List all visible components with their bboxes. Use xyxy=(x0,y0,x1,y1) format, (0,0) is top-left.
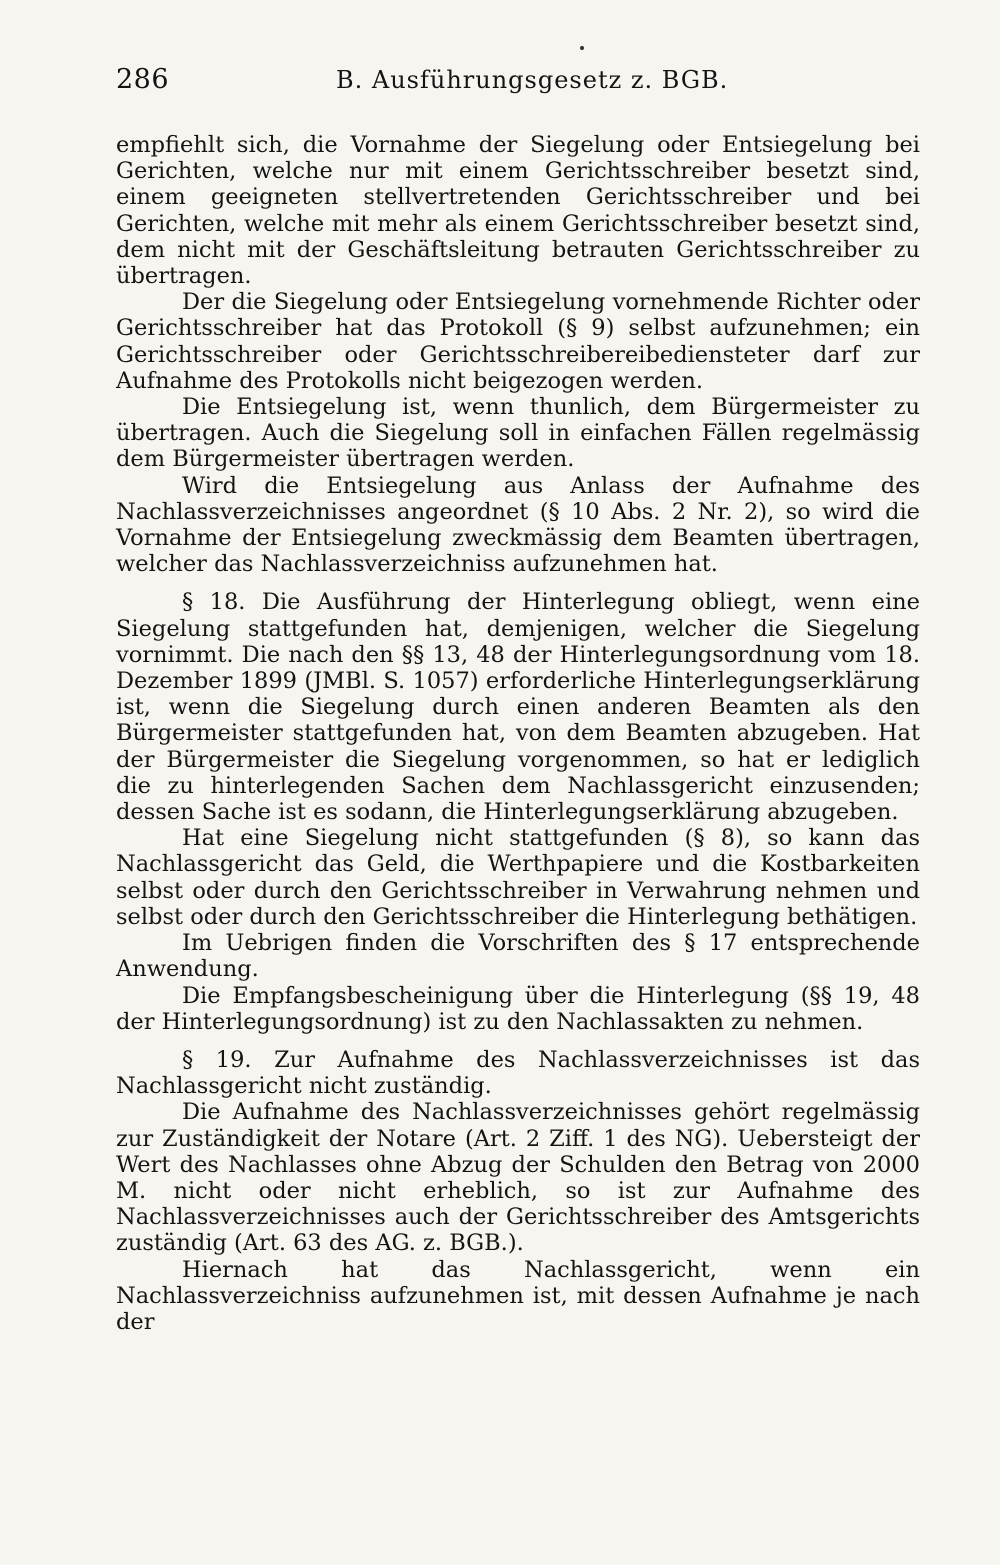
paragraph-no-siegelung: Hat eine Siegelung nicht stattgefunden (§ 8), so kann das Nachlassgericht das Geld, die Werthpapiere und die Kostbarkeiten selbst oder durch den Gerichtsschreiber in Verwahrung nehmen und selbst oder durch den Gerichtsschreiber die Hinterlegung bethätigen. xyxy=(116,825,920,930)
paragraph-nachlassverzeichnis: Wird die Entsiegelung aus Anlass der Aufnahme des Nachlassverzeichnisses angeordnet (§ 10 Abs. 2 Nr. 2), so wird die Vornahme der Entsiegelung zweckmässig dem Beamten übertragen, welcher das Nachlassverzeichniss aufzunehmen hat. xyxy=(116,472,920,578)
paragraph-hiernach: Hiernach hat das Nachlassgericht, wenn ein Nachlassverzeichniss aufzunehmen ist, mit dessen Aufnahme je nach der xyxy=(116,1256,920,1335)
paragraph-empfangsbescheinigung: Die Empfangsbescheinigung über die Hinterlegung (§§ 19, 48 der Hinterlegungsordnung) ist zu den Nachlassakten zu nehmen. xyxy=(116,982,920,1035)
paragraph-continuation: empfiehlt sich, die Vornahme der Siegelung oder Entsiegelung bei Gerichten, welche nur mit einem Gerichtsschreiber besetzt sind, einem geeigneten stellvertretenden Gerichtsschreiber und bei Gerichten, welche mit mehr als einem Gerichtsschreiber besetzt sind, dem nicht mit der Geschäftsleitung betrauten Gerichtsschreiber zu übertragen. xyxy=(116,132,920,290)
page-header xyxy=(116,64,920,100)
section-19: § 19. Zur Aufnahme des Nachlassverzeichnisses ist das Nachlassgericht nicht zuständig. xyxy=(116,1046,920,1100)
paragraph-protocol: Der die Siegelung oder Entsiegelung vornehmende Richter oder Gerichtsschreiber hat das Protokoll (§ 9) selbst aufzunehmen; ein Gerichtsschreiber oder Gerichtsschreibereibediensteter darf zur Aufnahme des Protokolls nicht beigezogen werden. xyxy=(116,289,920,394)
section-18: § 18. Die Ausführung der Hinterlegung obliegt, wenn eine Siegelung stattgefunden hat, demjenigen, welcher die Siegelung vornimmt. Die nach den §§ 13, 48 der Hinterlegungsordnung vom 18. Dezember 1899 (JMBl. S. 1057) erforderliche Hinterlegungserklärung ist, wenn die Siegelung durch einen anderen Beamten als den Bürgermeister stattgefunden hat, von dem Beamten abzugeben. Hat der Bürgermeister die Siegelung vorgenommen, so hat er lediglich die zu hinterlegenden Sachen dem Nachlassgericht einzusenden; dessen Sache ist es sodann, die Hinterlegungserklärung abzugeben. xyxy=(116,589,920,826)
page-number: 286 xyxy=(116,64,170,95)
paragraph-entsiegelung: Die Entsiegelung ist, wenn thunlich, dem Bürgermeister zu übertragen. Auch die Siegelung soll in einfachen Fällen regelmässig dem Bürgermeister übertragen werden. xyxy=(116,394,920,473)
running-head: B. Ausführungsgesetz z. BGB. xyxy=(336,66,729,94)
paragraph-uebrigen: Im Uebrigen finden die Vorschriften des § 17 entsprechende Anwendung. xyxy=(116,930,920,983)
print-speck xyxy=(580,46,584,50)
body-text xyxy=(116,132,920,1335)
paragraph-aufnahme: Die Aufnahme des Nachlassverzeichnisses gehört regelmässig zur Zuständigkeit der Notare (Art. 2 Ziff. 1 des NG). Uebersteigt der Wert des Nachlasses ohne Abzug der Schulden den Betrag von 2000 M. nicht oder nicht erheblich, so ist zur Aufnahme des Nachlassverzeichnisses auch der Gerichtsschreiber des Amtsgerichts zuständig (Art. 63 des AG. z. BGB.). xyxy=(116,1099,920,1257)
